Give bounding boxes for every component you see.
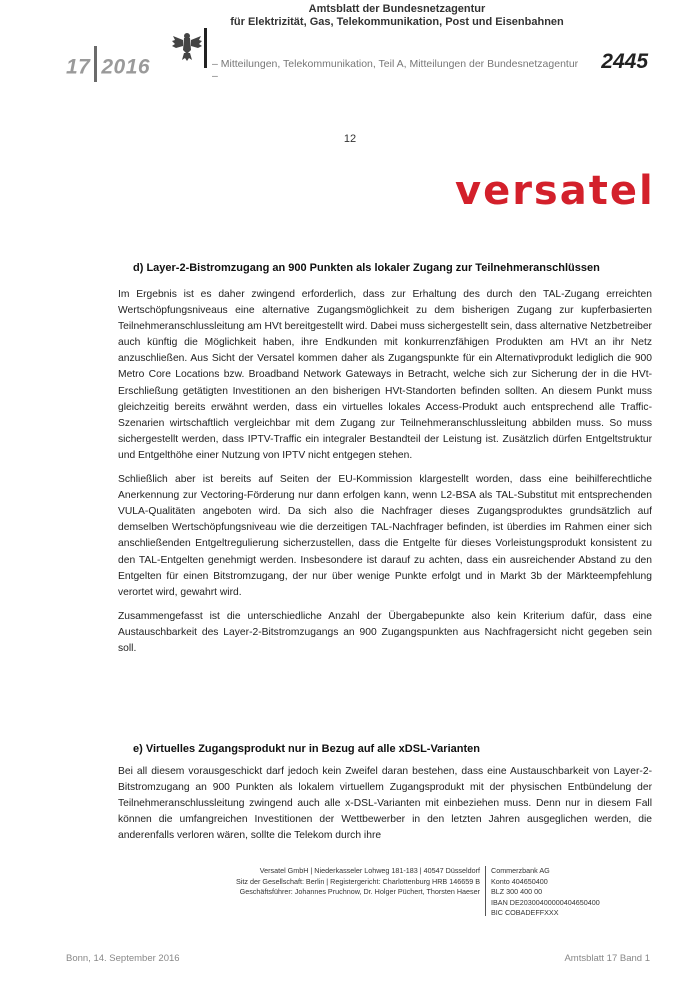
section-d-heading: d) Layer-2-Bistromzugang an 900 Punkten als lokaler Zugang zur Teilnehmeranschlüssen <box>133 262 600 274</box>
publication-date: Bonn, 14. September 2016 <box>66 953 180 964</box>
footer-divider <box>485 866 486 916</box>
gazette-subtitle: – Mitteilungen, Telekommunikation, Teil A, Mitteilungen der Bundesnetzagentur – <box>212 58 579 82</box>
bank-info: Commerzbank AG Konto 404650400 BLZ 300 400 00 IBAN DE20300400000404650400 BIC COBADEFFXXX <box>491 866 600 917</box>
paragraph: Bei all diesem vorausgeschickt darf jedoch kein Zweifel daran bestehen, dass eine Austauschbarkeit von Layer-2-Bitstromzugang an 900 Punkten als lokalem virtuellem Zugangsprodukt mit der physischen Entbündelung der Teilnehmeranschlussleitung zwingend auch alle x-DSL-Varianten mit einbeziehen muss. Denn nur in diesem Fall können die umfangreichen Investitionen der Wettbewerber in den letzten Jahren ausgeglichen werden, die anderenfalls verloren wären, sollte die Telekom durch ihre <box>118 766 652 842</box>
section-d <box>118 262 652 657</box>
paragraph: Zusammengefasst ist die unterschiedliche Anzahl der Übergabepunkte also kein Kriterium dafür, dass eine Austauschbarkeit des Layer-2-Bitstromzugangs an 900 Zugangspunkten aus Nachfragersicht nicht gegeben sein soll. <box>118 610 652 654</box>
volume-info: Amtsblatt 17 Band 1 <box>564 953 650 964</box>
paragraph: Im Ergebnis ist es daher zwingend erforderlich, dass zur Erhaltung des durch den TAL-Zugang erreichten Wertschöpfungsniveaus eine alternative Zugangsmöglichkeit zu dem bisherigen Zugang zur kupferbasierten Teilnehmeranschlussleitung am HVt bereitgestellt wird. Dabei muss sichergestellt sein, dass alternative Netzbetreiber auch künftig die Möglichkeit haben, ihre Endkunden mit konkurrenzfähigen Produkten am HVt an ihr Netz anzuschließen. Aus Sicht der Versatel kommen daher als Zugangspunkte für ein Alternativprodukt lediglich die 900 Metro Core Locations bzw. Broadband Network Gateways in Betracht, welche sich zur Sicherung der in die HVt-Erschließung getätigten Investitionen an den bisherigen HVt-Standorten befinden sollten. An diesem Punkt muss gleichzeitig bereits erwähnt werden, dass ein virtuelles lokales Access-Produkt auch entsprechend alle Traffic-Szenarien wirtschaftlich vergleichbar mit dem Zugang zur Teilnehmeranschlussleitung abbilden muss. So muss sichergestellt werden, dass IPTV-Traffic ein integraler Bestandteil der Leistung ist. Zusätzlich dürfen Entgeltstruktur und Entgelthöhe einer Nutzung von IPTV nicht entgegen stehen. <box>118 289 652 461</box>
paragraph: Schließlich aber ist bereits auf Seiten der EU-Kommission klargestellt worden, dass eine beihilferechtliche Anerkennung zur Vectoring-Förderung nur dann erfolgen kann, wenn L2-BSA als TAL-Substitut mit entsprechenden VULA-Qualitäten angeboten wird. Da sich also die Nachfrager dieses Zugangsproduktes grundsätzlich auf demselben Wertschöpfungsniveau wie die derzeitigen TAL-Nachfrager befinden, ist überdies im Rahmen einer sich anschließenden Entgeltregulierung sicherzustellen, dass die Entgelte für dieses Vorleistungsprodukt konsistent zu den TAL-Entgelten genehmigt werden. Insbesondere ist darauf zu achten, dass ein ausreichender Abstand zu den Entgelten für einen Bitstromzugang, der nur über wenige Punkte erfolgt und in Markt 3b der Märkteempfehlung verortet wird, gewahrt wird. <box>118 474 652 598</box>
header-divider <box>204 28 207 68</box>
gazette-title: Amtsblatt der Bundesnetzagentur für Elektrizität, Gas, Telekommunikation, Post und Eisenbahnen <box>230 3 564 28</box>
company-info: Versatel GmbH | Niederkasseler Lohweg 181-183 | 40547 Düsseldorf Sitz der Gesellschaft: Berlin | Registergericht: Charlottenburg HRB 146659 B Geschäftsführer: Johannes Pruchnow, Dr. Holger Püchert, Thorsten Haeser <box>236 866 480 896</box>
document-page-number: 12 <box>343 133 357 145</box>
section-e-heading: e) Virtuelles Zugangsprodukt nur in Bezug auf alle xDSL-Varianten <box>133 743 480 755</box>
federal-eagle-icon <box>170 30 204 64</box>
versatel-logo: versatel <box>455 168 655 214</box>
gazette-page-number: 2445 <box>601 50 648 73</box>
issue-number: 17 2016 <box>66 50 150 86</box>
section-e <box>118 743 652 844</box>
